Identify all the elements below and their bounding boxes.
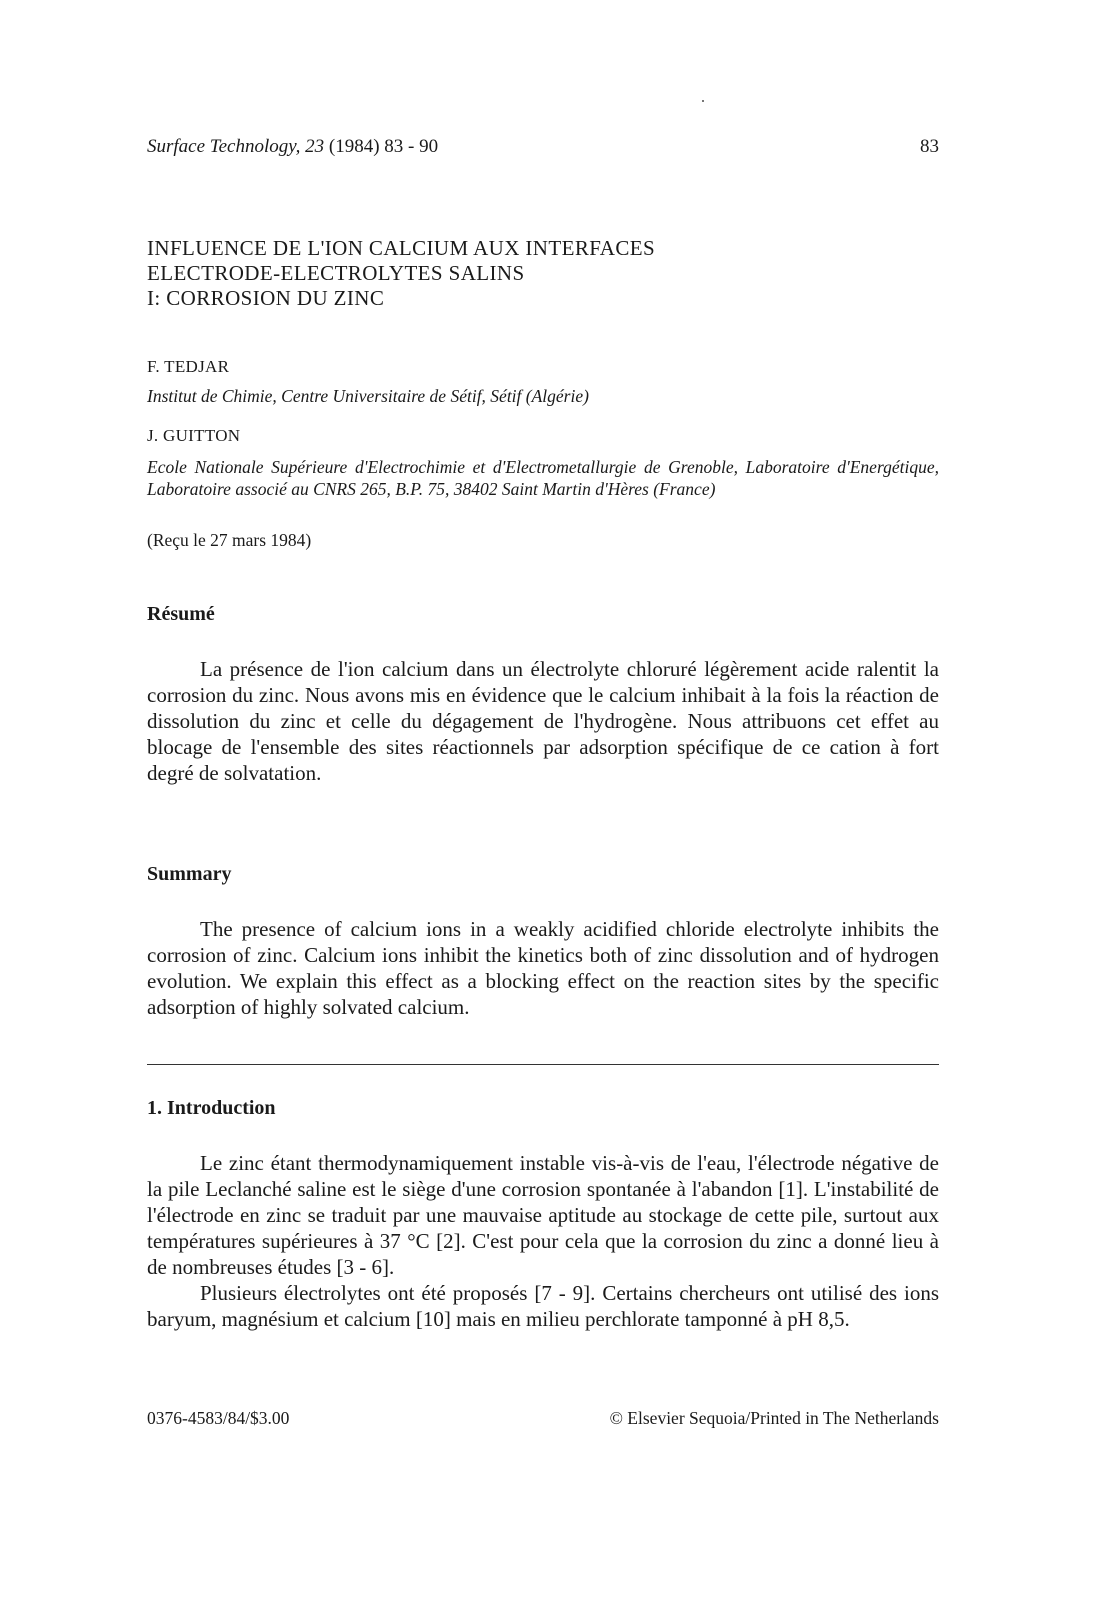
copyright-notice: © Elsevier Sequoia/Printed in The Netherlands [609,1408,939,1428]
title-line-3: I: CORROSION DU ZINC [147,286,385,310]
author-affiliation: Ecole Nationale Supérieure d'Electrochimie et d'Electrometallurgie de Grenoble, Laboratoire d'Energétique, Laboratoire associé au CNRS 265, B.P. 75, 38402 Saint Martin d'Hères (France) [147,457,939,499]
issn-code: 0376-4583/84/$3.00 [147,1408,290,1428]
journal-citation: Surface Technology, 23 (1984) 83 - 90 [147,136,439,157]
running-header [147,136,939,158]
paragraph: Le zinc étant thermodynamiquement instable vis-à-vis de l'eau, l'électrode négative de la pile Leclanché saline est le siège d'une corrosion spontanée à l'abandon [1]. L'instabilité de l'électrode en zinc se traduit par une mauvaise aptitude au stockage de cette pile, surtout aux températures supérieures à 37 °C [2]. C'est pour cela que la corrosion du zinc a donné lieu à de nombreuses études [3 - 6]. [147,1151,939,1279]
section-divider [147,1064,939,1065]
summary-text: The presence of calcium ions in a weakly acidified chloride electrolyte inhibits the corrosion of zinc. Calcium ions inhibit the kinetics both of zinc dissolution and of hydrogen evolution. We explain this effect as a blocking effect on the reaction sites by the specific adsorption of highly solvated calcium. [147,917,939,1019]
title-line-1: INFLUENCE DE L'ION CALCIUM AUX INTERFACES [147,236,656,260]
paper-page [147,0,939,1600]
received-date: (Reçu le 27 mars 1984) [147,530,312,550]
resume-text: La présence de l'ion calcium dans un électrolyte chloruré légèrement acide ralentit la corrosion du zinc. Nous avons mis en évidence que le calcium inhibait à la fois la réaction de dissolution du zinc et celle du dégagement de l'hydrogène. Nous attribuons cet effet au blocage de l'ensemble des sites réactionnels par adsorption spécifique de ce cation à fort degré de solvatation. [147,657,939,785]
author-name: F. TEDJAR [147,357,230,376]
paragraph: Plusieurs électrolytes ont été proposés [7 - 9]. Certains chercheurs ont utilisé des ions baryum, magnésium et calcium [10] mais en milieu perchlorate tamponné à pH 8,5. [147,1281,939,1331]
summary-heading: Summary [147,863,232,885]
author-affiliation: Institut de Chimie, Centre Universitaire de Sétif, Sétif (Algérie) [147,386,589,406]
title-line-2: ELECTRODE-ELECTROLYTES SALINS [147,261,525,285]
page-footer [147,1408,939,1429]
paper-title [147,236,939,311]
introduction-text [147,1150,939,1332]
resume-heading: Résumé [147,603,215,625]
page-number: 83 [920,136,939,157]
author-name: J. GUITTON [147,426,241,445]
introduction-heading: 1. Introduction [147,1097,276,1119]
